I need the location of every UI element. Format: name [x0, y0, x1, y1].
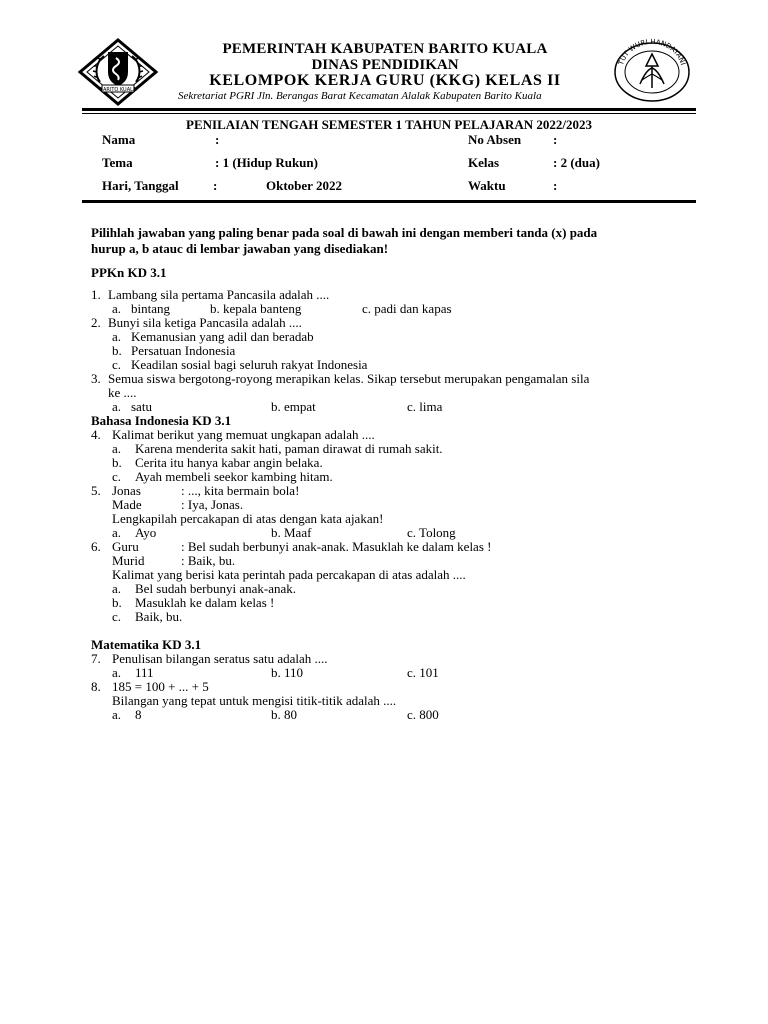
q7-option-b: b. 110 [271, 665, 304, 680]
tema-value: : 1 (Hidup Rukun) [215, 155, 318, 170]
q4-option-c-letter: c. [112, 469, 122, 484]
q5-question: Lengkapilah percakapan di atas dengan kata ajakan! [112, 511, 384, 526]
q8-option-a: 8 [135, 707, 142, 722]
q6-option-c-letter: c. [112, 609, 122, 624]
q7-number: 7. [91, 651, 101, 666]
q2-option-c: Keadilan sosial bagi seluruh rakyat Indonesia [131, 357, 368, 372]
q5-speaker1: Jonas [112, 483, 141, 498]
q4-text: Kalimat berikut yang memuat ungkapan adalah .... [112, 427, 375, 442]
header-department: DINAS PENDIDIKAN [311, 57, 459, 73]
q6-line1: : Bel sudah berbunyi anak-anak. Masuklah ke dalam kelas ! [181, 539, 492, 554]
hari-colon: : [213, 178, 218, 193]
q2-option-b: Persatuan Indonesia [131, 343, 236, 358]
q5-option-c: c. Tolong [407, 525, 456, 540]
identity-divider [82, 200, 696, 203]
q8-text: 185 = 100 + ... + 5 [112, 679, 209, 694]
header-kkg: KELOMPOK KERJA GURU (KKG) KELAS II [209, 72, 561, 89]
q6-option-a-letter: a. [112, 581, 122, 596]
q2-option-b-letter: b. [112, 343, 122, 358]
header-divider-thin [82, 113, 696, 114]
q1-option-a-letter: a. [112, 301, 122, 316]
q8-option-c: c. 800 [407, 707, 439, 722]
q8-text-cont: Bilangan yang tepat untuk mengisi titik-titik adalah .... [112, 693, 397, 708]
q2-option-a-letter: a. [112, 329, 122, 344]
q3-text: Semua siswa bergotong-royong merapikan kelas. Sikap tersebut merupakan pengamalan sila [108, 371, 590, 386]
tut-wuri-handayani-logo-icon [612, 38, 692, 102]
q3-number: 3. [91, 371, 101, 386]
q4-option-b-letter: b. [112, 455, 122, 470]
q4-option-a: Karena menderita sakit hati, paman dirawat di rumah sakit. [135, 441, 443, 456]
q2-number: 2. [91, 315, 101, 330]
q6-option-c: Baik, bu. [135, 609, 183, 624]
q2-option-c-letter: c. [112, 357, 122, 372]
q7-option-a-letter: a. [112, 665, 122, 680]
q4-option-c: Ayah membeli seekor kambing hitam. [135, 469, 333, 484]
q1-text: Lambang sila pertama Pancasila adalah .... [108, 287, 330, 302]
q1-number: 1. [91, 287, 101, 302]
section-matematika: Matematika KD 3.1 [91, 637, 202, 652]
instruction-line2: hurup a, b atauc di lembar jawaban yang disediakan! [91, 241, 389, 256]
q4-number: 4. [91, 427, 101, 442]
q5-number: 5. [91, 483, 101, 498]
q8-option-b: b. 80 [271, 707, 297, 722]
waktu-colon: : [553, 178, 558, 193]
q5-line2: : Iya, Jonas. [181, 497, 244, 512]
waktu-label: Waktu [468, 178, 506, 193]
hari-value: Oktober 2022 [266, 178, 342, 193]
kelas-label: Kelas [468, 155, 500, 170]
q8-number: 8. [91, 679, 101, 694]
nama-colon: : [215, 132, 220, 147]
header-address: Sekretariat PGRI Jln. Berangas Barat Kecamatan Alalak Kabupaten Barito Kuala [178, 90, 542, 102]
q6-number: 6. [91, 539, 101, 554]
q6-option-a: Bel sudah berbunyi anak-anak. [135, 581, 297, 596]
section-bahasa-indonesia: Bahasa Indonesia KD 3.1 [91, 413, 232, 428]
nama-label: Nama [102, 132, 136, 147]
q3-option-c: c. lima [407, 399, 443, 414]
q5-line1: : ..., kita bermain bola! [181, 483, 300, 498]
q5-option-a: Ayo [135, 525, 157, 540]
q6-option-b-letter: b. [112, 595, 122, 610]
q1-option-c: c. padi dan kapas [362, 301, 452, 316]
q7-option-c: c. 101 [407, 665, 439, 680]
q3-option-b: b. empat [271, 399, 316, 414]
q5-speaker2: Made [112, 497, 142, 512]
emblem-ribbon-text: BARITO KUALA [99, 87, 137, 93]
q7-option-a: 111 [135, 665, 154, 680]
kelas-value: : 2 (dua) [553, 155, 600, 170]
q6-line2: : Baik, bu. [181, 553, 236, 568]
header-divider-thick [82, 108, 696, 111]
q5-option-b: b. Maaf [271, 525, 312, 540]
instruction-line1: Pilihlah jawaban yang paling benar pada soal di bawah ini dengan memberi tanda (x) pada [91, 225, 598, 240]
absen-colon: : [553, 132, 558, 147]
q1-option-a: bintang [131, 301, 170, 316]
q3-text-cont: ke .... [108, 385, 137, 400]
q7-text: Penulisan bilangan seratus satu adalah .... [112, 651, 328, 666]
q6-speaker1: Guru [112, 539, 139, 554]
section-ppkn: PPKn KD 3.1 [91, 265, 167, 280]
q4-option-a-letter: a. [112, 441, 122, 456]
q6-option-b: Masuklah ke dalam kelas ! [135, 595, 275, 610]
q2-option-a: Kemanusian yang adil dan beradab [131, 329, 314, 344]
absen-label: No Absen [468, 132, 522, 147]
tema-label: Tema [102, 155, 133, 170]
q6-question: Kalimat yang berisi kata perintah pada percakapan di atas adalah .... [112, 567, 466, 582]
kabupaten-barito-kuala-emblem-icon [78, 38, 158, 106]
hari-label: Hari, Tanggal [102, 178, 179, 193]
q4-option-b: Cerita itu hanya kabar angin belaka. [135, 455, 323, 470]
q6-speaker2: Murid [112, 553, 145, 568]
q3-option-a-letter: a. [112, 399, 122, 414]
q5-option-a-letter: a. [112, 525, 122, 540]
header-government: PEMERINTAH KABUPATEN BARITO KUALA [222, 41, 548, 57]
q2-text: Bunyi sila ketiga Pancasila adalah .... [108, 315, 302, 330]
logo-ring-text: TUT WURI HANDAYANI [617, 38, 687, 67]
q1-option-b: b. kepala banteng [210, 301, 302, 316]
exam-title: PENILAIAN TENGAH SEMESTER 1 TAHUN PELAJARAN 2022/2023 [186, 117, 592, 132]
q3-option-a: satu [131, 399, 152, 414]
q8-option-a-letter: a. [112, 707, 122, 722]
